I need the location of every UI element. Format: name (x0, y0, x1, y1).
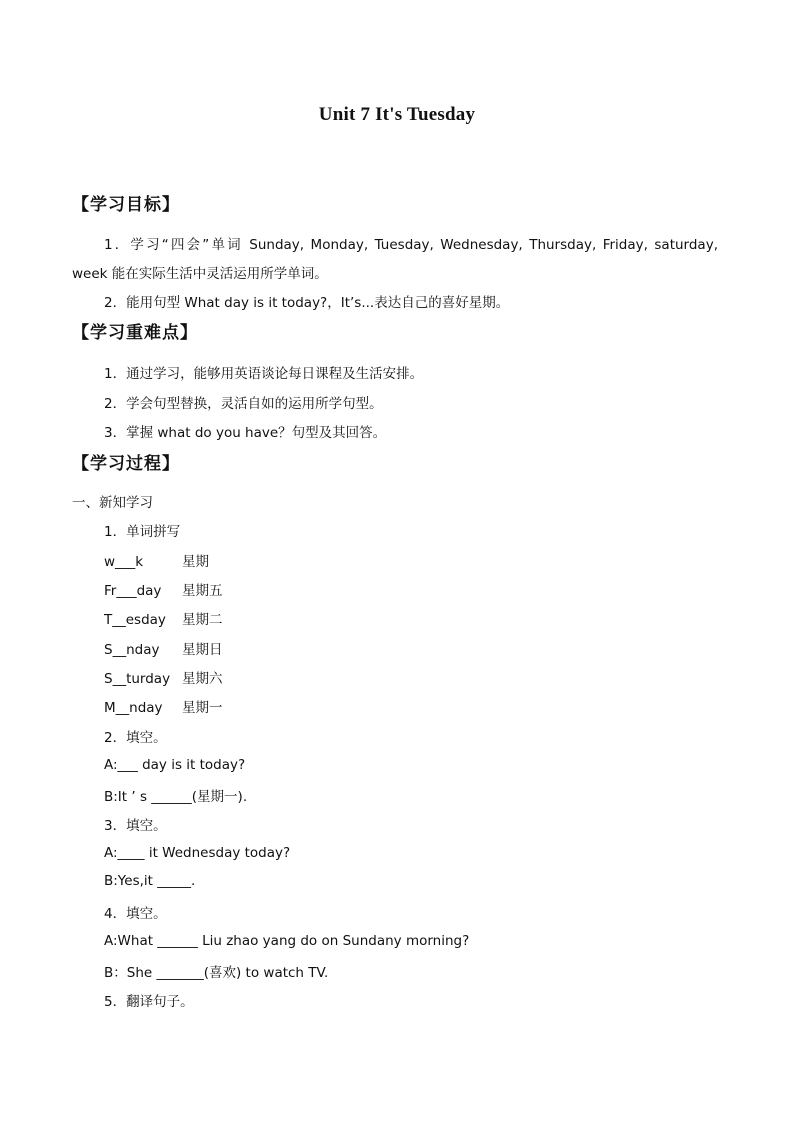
word-meaning: 星期一 (182, 700, 223, 716)
word-meaning: 星期 (182, 554, 209, 570)
word-meaning: 星期六 (182, 671, 223, 687)
section-heading-process: 【学习过程】 (72, 454, 180, 474)
key-point-2: 2．学会句型替换，灵活自如的运用所学句型。 (104, 396, 383, 412)
section-heading-goals: 【学习目标】 (72, 195, 180, 215)
word-blank: S__nday (104, 642, 160, 658)
task-5-title: 5．翻译句子。 (104, 994, 194, 1010)
word-blank: T__esday (104, 612, 166, 628)
goal-item-2: 2．能用句型 What day is it today?，It’s...表达自己的喜好星期。 (104, 295, 510, 311)
task-3-line-a: A:____ it Wednesday today? (104, 845, 291, 861)
task-1-title: 1．单词拼写 (104, 524, 181, 540)
document-title: Unit 7 It's Tuesday (318, 104, 476, 125)
word-row (104, 579, 223, 599)
section-heading-key-points: 【学习重难点】 (72, 323, 198, 343)
word-row (104, 638, 223, 658)
task-4-line-a: A:What ______ Liu zhao yang do on Sundany morning? (104, 933, 470, 949)
word-row (104, 608, 223, 628)
word-blank: Fr___day (104, 583, 162, 599)
key-point-3: 3．掌握 what do you have？句型及其回答。 (104, 425, 387, 441)
task-2-line-a: A:___ day is it today? (104, 757, 246, 773)
task-3-title: 3．填空。 (104, 818, 167, 834)
task-2-line-b: B:It ’ s ______(星期一). (104, 789, 248, 805)
word-blank: w___k (104, 554, 144, 570)
goal-item-1-line-1: 1．学习“四会”单词 Sunday, Monday, Tuesday, Wednesday, Thursday, Friday, saturday, (104, 237, 718, 253)
word-row (104, 550, 209, 570)
goal-item-1-line-2: week 能在实际生活中灵活运用所学单词。 (72, 266, 328, 282)
task-4-line-b: B：She _______(喜欢) to watch TV. (104, 965, 329, 981)
word-row (104, 667, 223, 687)
task-2-title: 2．填空。 (104, 730, 167, 746)
task-3-line-b: B:Yes,it _____. (104, 873, 196, 889)
word-meaning: 星期二 (182, 612, 223, 628)
word-blank: M__nday (104, 700, 163, 716)
word-row (104, 696, 223, 716)
part-1-title: 一、新知学习 (72, 495, 153, 511)
task-4-title: 4．填空。 (104, 906, 167, 922)
word-meaning: 星期日 (182, 642, 223, 658)
word-meaning: 星期五 (182, 583, 223, 599)
key-point-1: 1．通过学习，能够用英语谈论每日课程及生活安排。 (104, 366, 424, 382)
word-blank: S__turday (104, 671, 171, 687)
